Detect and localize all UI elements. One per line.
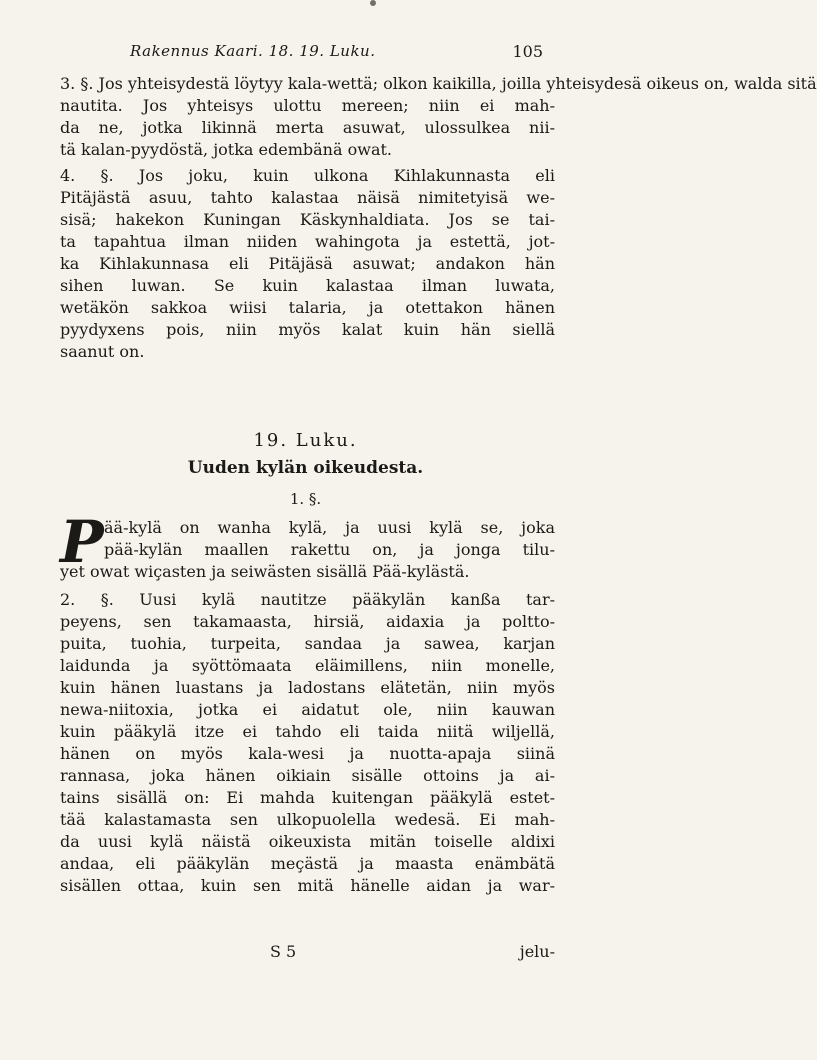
text-line: da ne, jotka likinnä merta asuwat, ulossulkea nii- [60, 118, 555, 137]
text-line: kuin hänen luastans ja ladostans elätetän, niin myös [60, 678, 555, 697]
text-line: peyens, sen takamaasta, hirsiä, aidaxia ja poltto- [60, 612, 555, 631]
drop-cap: P [60, 508, 104, 576]
catchword: jelu- [519, 942, 555, 961]
text-line: ka Kihlakunnasa eli Pitäjäsä asuwat; andakon hän [60, 254, 555, 273]
text-line: 2. §. Uusi kylä nautitze pääkylän kanßa tar- [60, 590, 555, 609]
ink-speck [370, 0, 376, 6]
text-line: saanut on. [60, 342, 145, 361]
text-line: andaa, eli pääkylän meçästä ja maasta enämbätä [60, 854, 555, 873]
text-line: pää-kylän maallen rakettu on, ja jonga tilu- [104, 540, 555, 559]
section-label: 1. §. [289, 490, 322, 508]
page-header [130, 42, 543, 70]
text-line: tää kalastamasta sen ulkopuolella wedesä. Ei mah- [60, 810, 555, 829]
text-line: sisällen ottaa, kuin sen mitä hänelle aidan ja war- [60, 876, 555, 895]
text-line: pyydyxens pois, niin myös kalat kuin hän siellä [60, 320, 555, 339]
text-line: tains sisällä on: Ei mahda kuitengan pääkylä estet- [60, 788, 555, 807]
text-line: nautita. Jos yhteisys ulottu mereen; niin ei mah- [60, 96, 555, 115]
text-line: da uusi kylä näistä oikeuxista mitän toiselle aldixi [60, 832, 555, 851]
text-line: wetäkön sakkoa wiisi talaria, ja otettakon hänen [60, 298, 555, 317]
text-line: ta tapahtua ilman niiden wahingota ja estettä, jot- [60, 232, 555, 251]
text-line: tä kalan-pyydöstä, jotka edembänä owat. [60, 140, 392, 159]
running-title: Rakennus Kaari. 18. 19. Luku. [130, 42, 376, 60]
text-line: sihen luwan. Se kuin kalastaa ilman luwata, [60, 276, 555, 295]
text-line: 4. §. Jos joku, kuin ulkona Kihlakunnasta eli [60, 166, 555, 185]
text-line: sisä; hakekon Kuningan Käskynhaldiata. Jos se tai- [60, 210, 555, 229]
text-line: Pitäjästä asuu, tahto kalastaa näisä nimitetyisä we- [60, 188, 555, 207]
text-line: hänen on myös kala-wesi ja nuotta-apaja siinä [60, 744, 555, 763]
page-number: 105 [512, 42, 543, 61]
text-line: yet owat wiçasten ja seiwästen sisällä Pää-kylästä. [60, 562, 470, 581]
chapter-title: Uuden kylän oikeudesta. [187, 458, 424, 478]
text-line: 3. §. Jos yhteisydestä löytyy kala-wettä; olkon kaikilla, joilla yhteisydesä oikeus on, walda sitä [60, 74, 817, 93]
text-line: newa-niitoxia, jotka ei aidatut ole, niin kauwan [60, 700, 555, 719]
text-line: rannasa, joka hänen oikiain sisälle ottoins ja ai- [60, 766, 555, 785]
chapter-number: 19. Luku. [253, 430, 358, 451]
signature-mark: S 5 [270, 942, 297, 961]
text-line: laidunda ja syöttömaata eläimillens, niin monelle, [60, 656, 555, 675]
text-line: ää-kylä on wanha kylä, ja uusi kylä se, joka [104, 518, 555, 537]
text-line: puita, tuohia, turpeita, sandaa ja sawea, karjan [60, 634, 555, 653]
text-line: kuin pääkylä itze ei tahdo eli taida niitä wiljellä, [60, 722, 555, 741]
